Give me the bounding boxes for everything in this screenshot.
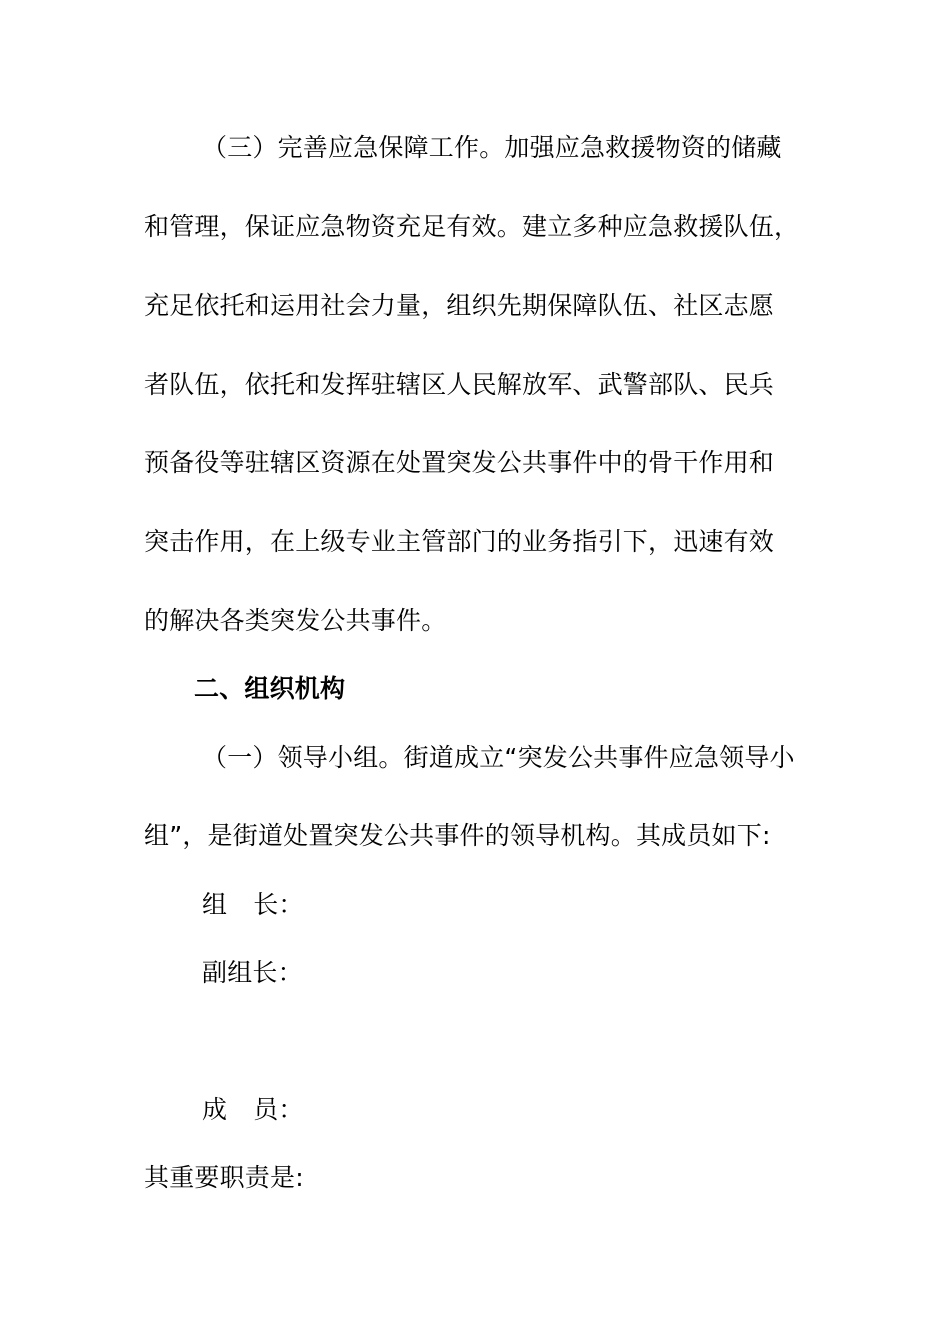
paragraph-line: 预备役等驻辖区资源在处置突发公共事件中的骨干作用和 [144, 448, 775, 477]
paragraph-line: （一）领导小组。街道成立“突发公共事件应急领导小 [202, 743, 795, 772]
paragraph-line: 组”，是街道处置突发公共事件的领导机构。其成员如下: [144, 821, 771, 850]
paragraph-line: （三）完善应急保障工作。加强应急救援物资的储藏 [202, 133, 782, 162]
duties-label: 其重要职责是: [144, 1163, 304, 1192]
leader-label: 组 长： [202, 890, 304, 919]
paragraph-line: 者队伍，依托和发挥驻辖区人民解放军、武警部队、民兵 [144, 370, 775, 399]
section-heading: 二、组织机构 [194, 674, 346, 703]
paragraph-line: 和管理，保证应急物资充足有效。建立多种应急救援队伍， [144, 212, 800, 241]
members-label: 成 员： [202, 1095, 304, 1124]
paragraph-line: 突击作用，在上级专业主管部门的业务指引下，迅速有效 [144, 527, 775, 556]
paragraph-line: 的解决各类突发公共事件。 [144, 606, 447, 635]
paragraph-line: 充足依托和运用社会力量，组织先期保障队伍、社区志愿 [144, 291, 775, 320]
deputy-leader-label: 副组长： [202, 958, 303, 987]
